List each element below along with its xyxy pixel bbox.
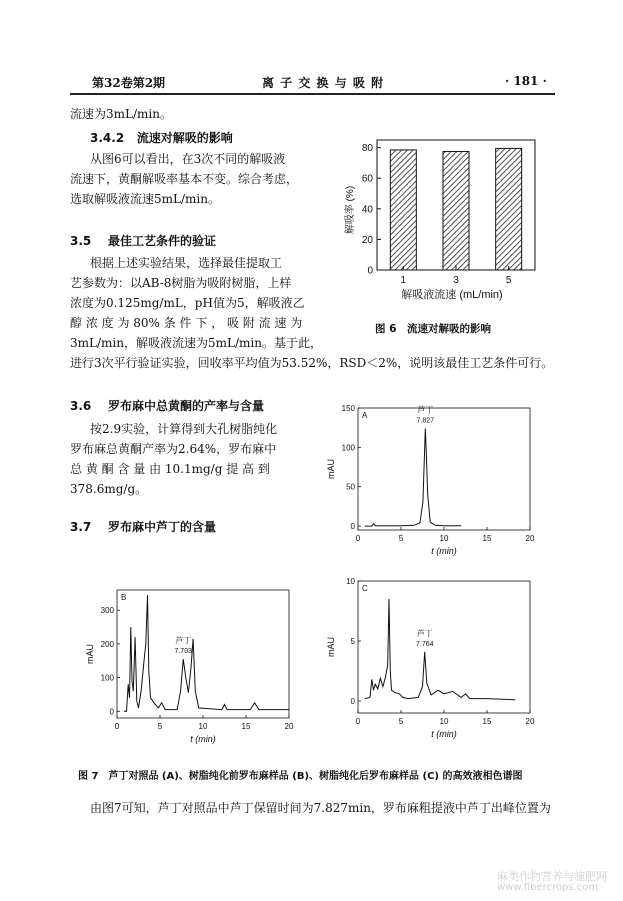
paragraph-line: 378.6mg/g。 — [70, 482, 148, 496]
section-heading-3-6 — [70, 397, 264, 414]
fig7b-y-tick-label: 300 — [100, 606, 114, 616]
section-number: 3.4.2 — [90, 131, 125, 145]
figure-6-bar-chart — [325, 130, 565, 310]
fig7a-peak-time-label: 7.827 — [416, 417, 435, 425]
fig7c-x-tick-label: 10 — [439, 717, 449, 726]
fig6-x-tick-label: 3 — [453, 275, 459, 286]
fig6-x-tick-label: 1 — [400, 275, 407, 286]
fig6-bar — [443, 151, 469, 270]
paragraph-line: 由图7可知，芦丁对照品中芦丁保留时间为7.827min，罗布麻粗提液中芦丁出峰位置为 — [90, 801, 551, 815]
fig7b-signal-trace — [124, 595, 289, 711]
fig6-y-tick-label: 40 — [361, 204, 373, 216]
fig7b-x-axis-label: t (min) — [190, 734, 216, 744]
fig7a-y-tick-label: 50 — [346, 482, 355, 492]
fig7c-x-tick-label: 15 — [482, 717, 492, 726]
fig7b-peak-time-label: 7.703 — [174, 648, 193, 656]
paragraph-line: 浓度为0.125mg/mL，pH值为5，解吸液乙 — [70, 296, 305, 310]
fig7b-x-tick-label: 0 — [114, 722, 120, 731]
paragraph-line: 按2.9实验，计算得到大孔树脂纯化 — [90, 422, 278, 436]
paragraph-line: 根据上述实验结果，选择最佳提取工 — [90, 256, 283, 270]
section-number: 3.5 — [70, 234, 92, 248]
fig7a-x-tick-label: 0 — [355, 534, 361, 543]
fig7a-x-tick-label: 15 — [482, 534, 492, 543]
section-number: 3.7 — [70, 520, 92, 534]
section-number: 3.6 — [70, 399, 92, 413]
header-page-number: · 181 · — [505, 74, 547, 88]
section-title: 流速对解吸的影响 — [136, 131, 233, 145]
paragraph-line: 流速为3mL/min。 — [70, 107, 172, 121]
figure-6-caption: 图 6 流速对解吸的影响 — [375, 323, 491, 335]
fig7b-y-tick-label: 100 — [100, 673, 114, 683]
fig7c-signal-trace — [365, 599, 516, 700]
section-heading-3-7 — [70, 518, 216, 535]
fig7a-peak-name-label: 芦丁 — [417, 405, 434, 415]
fig7a-x-tick-label: 10 — [439, 534, 449, 543]
fig6-y-tick-label: 80 — [361, 143, 373, 155]
fig7c-y-axis-label: mAU — [326, 637, 336, 657]
fig7b-y-tick-label: 0 — [109, 707, 114, 717]
paragraph-line: 选取解吸液流速5mL/min。 — [70, 192, 220, 206]
figure-7a-chromatogram — [320, 398, 545, 558]
fig7a-y-tick-label: 0 — [350, 522, 355, 532]
fig7c-y-tick-label: 0 — [350, 697, 355, 706]
section-title: 罗布麻中总黄酮的产率与含量 — [107, 399, 264, 413]
paragraph-line: 总 黄 酮 含 量 由 10.1mg/g 提 高 到 — [70, 462, 270, 476]
paragraph-line: 艺参数为：以AB-8树脂为吸附树脂，上样 — [70, 276, 292, 290]
fig7a-y-tick-label: 150 — [341, 404, 355, 413]
fig7c-x-tick-label: 0 — [355, 717, 361, 726]
figure-7-caption: 图 7 芦丁对照品 (A)、树脂纯化前罗布麻样品 (B)、树脂纯化后罗布麻样品 (C) 的高效液相色谱图 — [78, 771, 523, 782]
fig7a-x-axis-label: t (min) — [431, 546, 457, 556]
fig7a-x-tick-label: 5 — [398, 534, 404, 543]
watermark-site-name: 麻类作物营养与施肥网 — [497, 870, 607, 883]
fig7c-plot-frame — [358, 581, 530, 713]
figure-7c-chromatogram — [320, 575, 545, 745]
section-title: 最佳工艺条件的验证 — [107, 234, 216, 248]
fig7a-y-tick-label: 100 — [341, 443, 355, 453]
fig6-x-axis-label: 解吸液流速 (mL/min) — [401, 289, 503, 301]
header-journal-title: 离 子 交 换 与 吸 附 — [262, 76, 385, 90]
fig7a-y-axis-label: mAU — [326, 459, 336, 479]
paragraph-line: 3mL/min，解吸液流速为5mL/min。基于此， — [70, 336, 322, 350]
fig6-bar — [496, 148, 522, 270]
fig7b-y-tick-label: 200 — [100, 639, 114, 649]
fig7a-plot-frame — [358, 408, 530, 530]
fig7c-x-tick-label: 5 — [398, 717, 404, 726]
fig7b-panel-label: B — [121, 593, 127, 602]
fig7b-x-tick-label: 10 — [198, 722, 208, 731]
fig7b-x-tick-label: 20 — [284, 722, 294, 731]
figure-7b-chromatogram — [75, 580, 300, 745]
fig6-x-tick-label: 5 — [505, 275, 512, 286]
section-heading-3-5 — [70, 232, 216, 249]
fig7a-panel-label: A — [362, 411, 368, 420]
paragraph-line: 进行3次平行验证实验，回收率平均值为53.52%，RSD＜2%，说明该最佳工艺条件可行。 — [70, 356, 554, 370]
fig7c-x-tick-label: 20 — [525, 717, 535, 726]
header-volume: 第32卷第2期 — [92, 76, 166, 90]
paragraph-line: 流速下，黄酮解吸率基本不变。综合考虑， — [70, 172, 299, 186]
paragraph-line: 从图6可以看出，在3次不同的解吸液 — [90, 152, 286, 166]
fig6-y-tick-label: 0 — [367, 265, 373, 277]
paragraph-line: 醇 浓 度 为 80% 条 件 下 ， 吸 附 流 速 为 — [70, 316, 303, 330]
fig7c-x-axis-label: t (min) — [431, 729, 457, 739]
fig7c-y-tick-label: 10 — [346, 577, 355, 586]
section-heading-3-4-2 — [90, 129, 233, 146]
fig7c-panel-label: C — [362, 584, 368, 593]
fig7c-peak-time-label: 7.764 — [416, 640, 434, 648]
fig7b-plot-frame — [117, 590, 289, 718]
fig6-bar — [390, 150, 416, 270]
fig6-y-tick-label: 20 — [361, 234, 373, 246]
fig7c-peak-name-label: 芦丁 — [416, 628, 433, 638]
fig7b-y-axis-label: mAU — [85, 644, 95, 664]
fig7b-x-tick-label: 5 — [157, 722, 163, 731]
paragraph-line: 罗布麻总黄酮产率为2.64%，罗布麻中 — [70, 442, 277, 456]
fig6-y-tick-label: 60 — [361, 173, 373, 185]
fig7b-peak-name-label: 芦丁 — [175, 636, 192, 646]
fig7a-signal-trace — [365, 429, 461, 527]
fig7a-x-tick-label: 20 — [525, 534, 535, 543]
fig7c-y-tick-label: 5 — [350, 637, 355, 646]
fig6-y-axis-label: 解吸率 (%) — [345, 185, 356, 235]
fig7b-x-tick-label: 15 — [241, 722, 251, 731]
header-rule — [70, 93, 555, 95]
section-title: 罗布麻中芦丁的含量 — [107, 520, 216, 534]
watermark-url: www.fibercrops.com — [497, 882, 599, 893]
